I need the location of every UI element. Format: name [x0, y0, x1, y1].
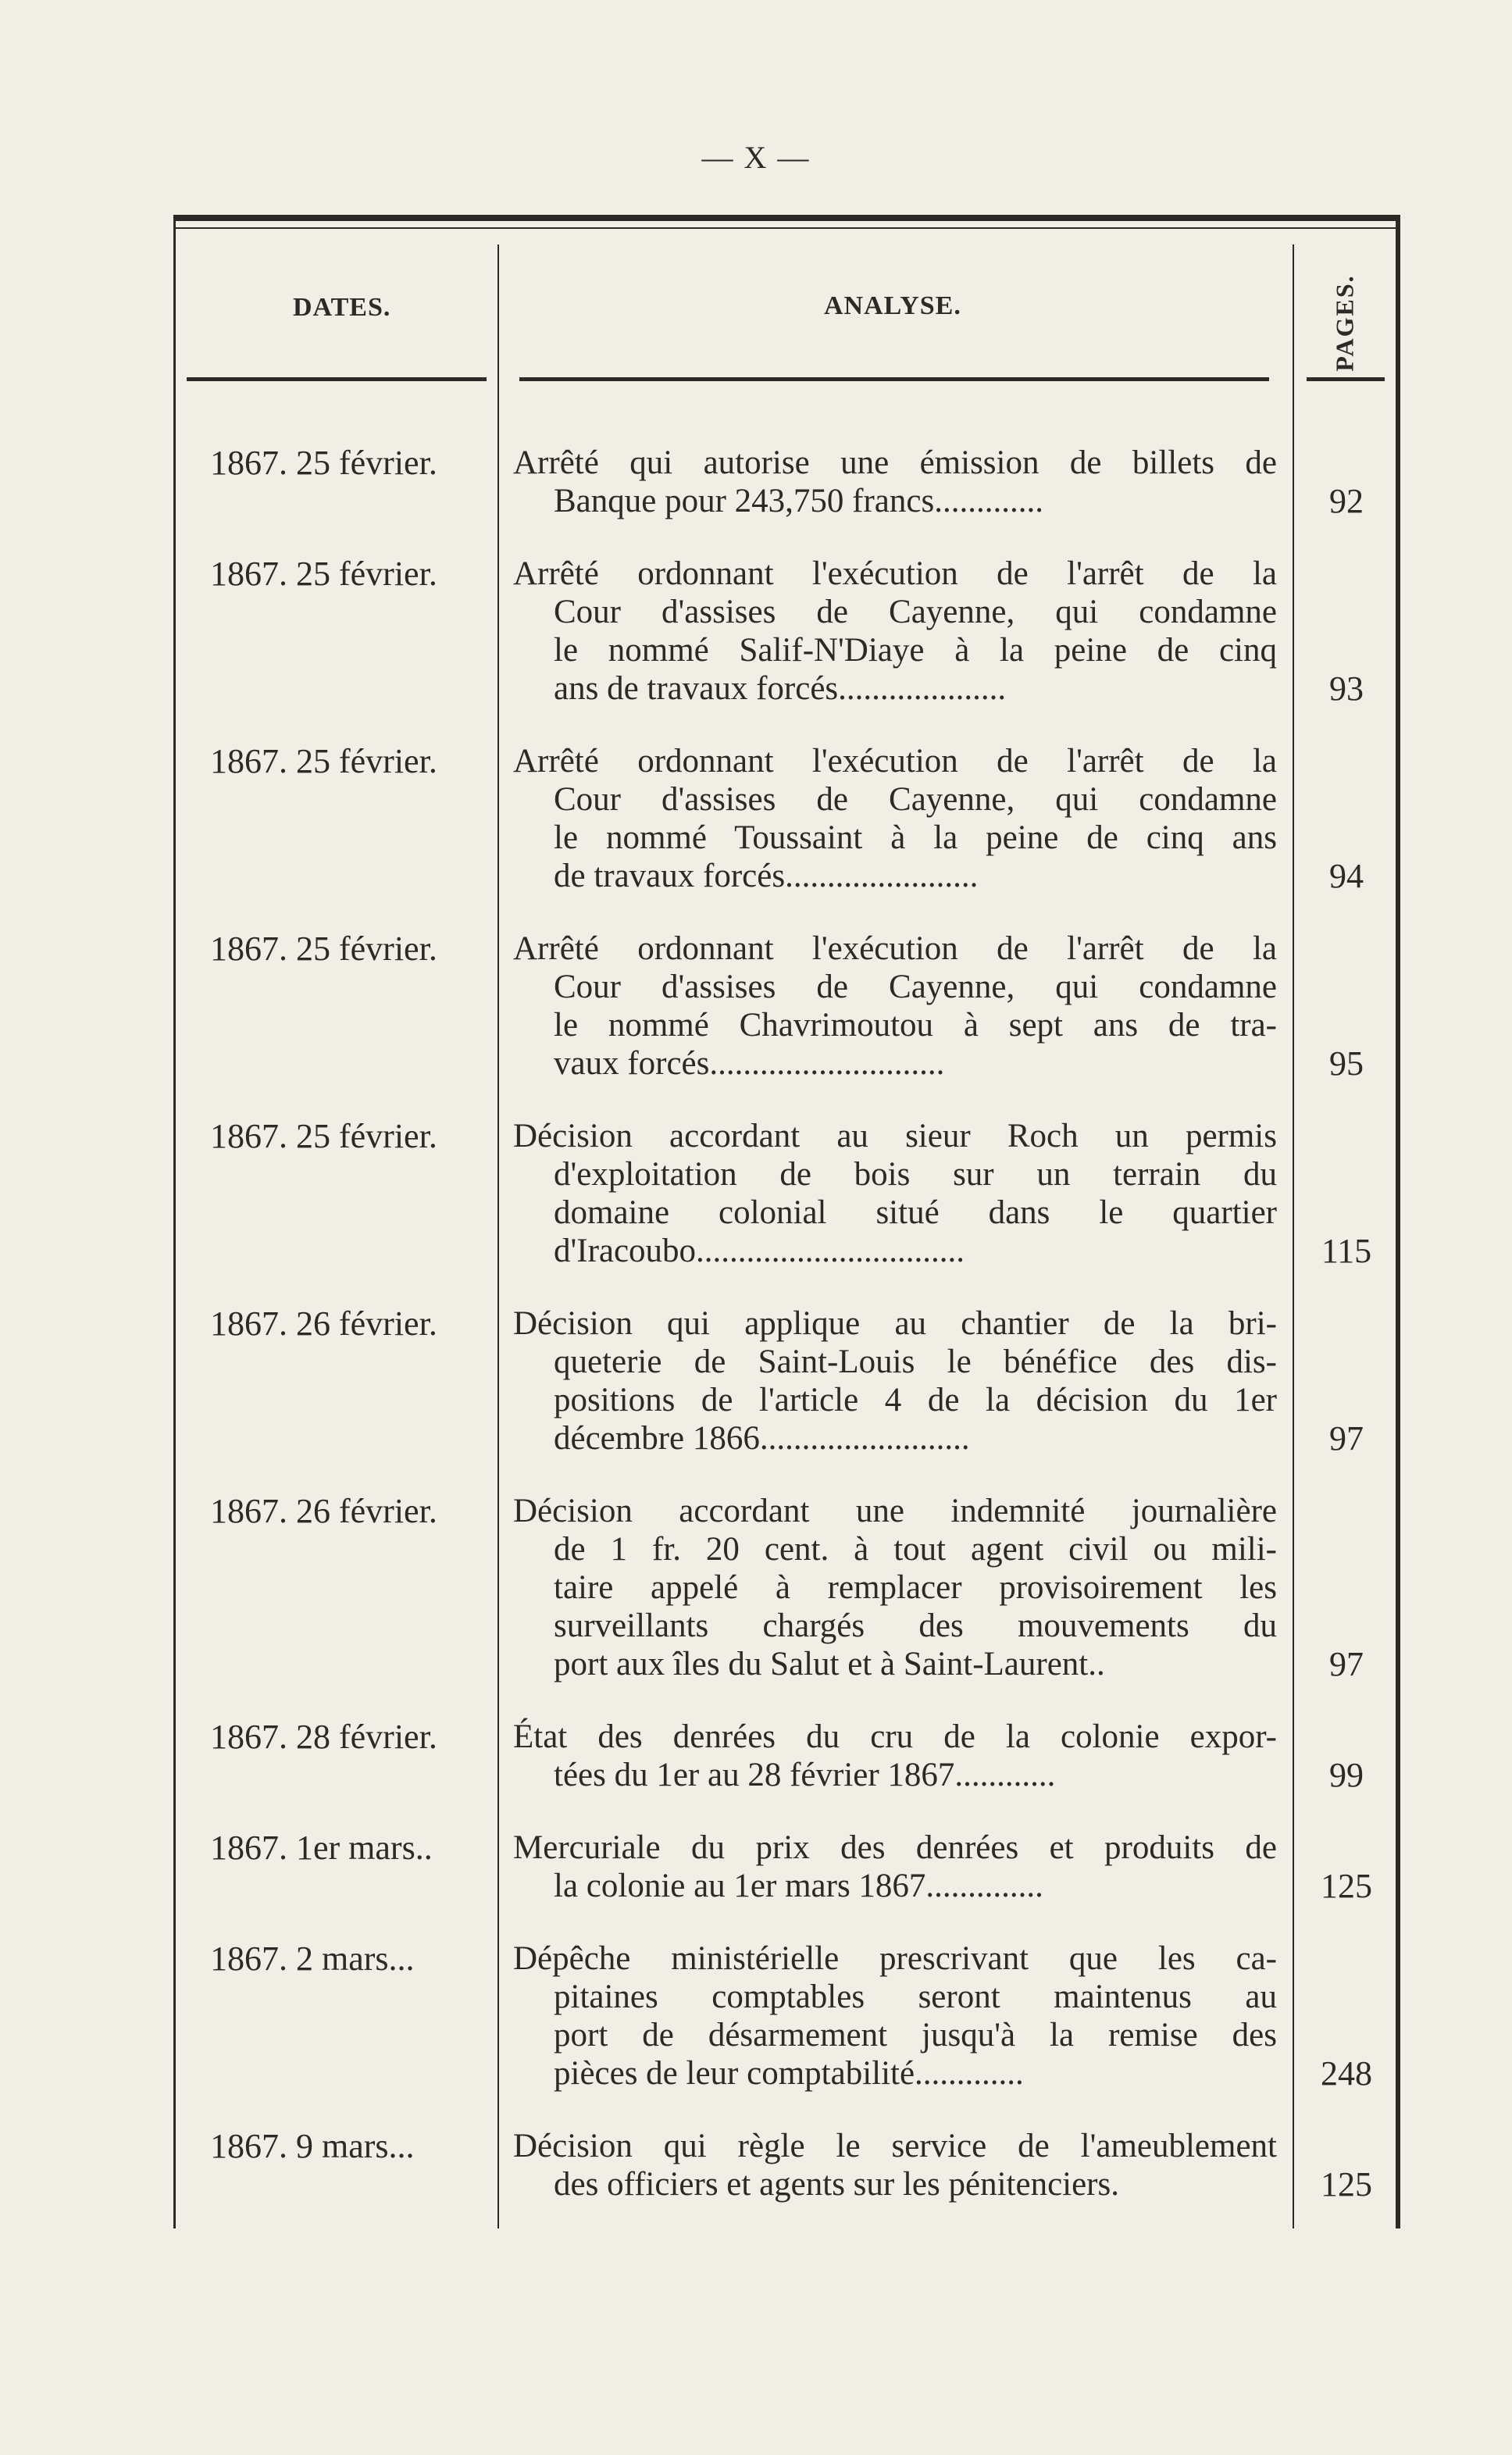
analysis-line: pitaines comptables seront maintenus au [554, 1979, 1277, 2015]
entries-list [176, 444, 1396, 2203]
header-rule-analyse [519, 377, 1269, 381]
entry-analysis [501, 444, 1283, 520]
entry-analysis [501, 742, 1283, 895]
entry-page: 248 [1321, 2054, 1372, 2093]
table-row [176, 1492, 1396, 1683]
analysis-line: taire appelé à remplacer provisoirement les [554, 1569, 1277, 1606]
entry-date: 1867. 26 février. [210, 1304, 437, 1343]
analysis-line: Décision accordant une indemnité journalière [513, 1493, 1277, 1529]
entry-analysis [501, 2127, 1283, 2203]
analysis-line: des officiers et agents sur les pénitenciers. [554, 2166, 1119, 2203]
entry-page: 94 [1329, 857, 1364, 895]
table-row [176, 2127, 1396, 2203]
analysis-line: Décision accordant au sieur Roch un permis [513, 1118, 1277, 1154]
table-top-rule [176, 227, 1396, 229]
page-number: — X — [701, 140, 811, 175]
entry-date: 1867. 25 février. [210, 742, 437, 780]
analysis-line: Arrêté ordonnant l'exécution de l'arrêt de la [513, 555, 1277, 592]
analysis-line: positions de l'article 4 de la décision du 1er [554, 1382, 1277, 1418]
entry-page: 125 [1321, 1867, 1372, 1905]
entry-date: 1867. 1er mars.. [210, 1829, 433, 1867]
analysis-line: d'exploitation de bois sur un terrain du [554, 1156, 1277, 1193]
entry-date: 1867. 25 février. [210, 930, 437, 968]
header-analyse: ANALYSE. [824, 291, 961, 320]
analysis-line: port de désarmement jusqu'à la remise des [554, 2017, 1277, 2054]
analysis-line: port aux îles du Salut et à Saint-Laurent.. [554, 1646, 1105, 1682]
table-row [176, 1829, 1396, 1905]
table-row [176, 1304, 1396, 1458]
analysis-line: surveillants chargés des mouvements du [554, 1608, 1277, 1644]
analysis-line: la colonie au 1er mars 1867.............. [554, 1868, 1043, 1904]
header-dates: DATES. [293, 293, 391, 322]
entry-date: 1867. 25 février. [210, 1117, 437, 1155]
index-table [173, 215, 1400, 2228]
table-row [176, 1117, 1396, 1270]
entry-date: 1867. 2 mars... [210, 1939, 415, 1978]
analysis-line: domaine colonial situé dans le quartier [554, 1194, 1277, 1231]
entry-page: 92 [1329, 482, 1364, 520]
entry-analysis [501, 1304, 1283, 1458]
analysis-line: Arrêté ordonnant l'exécution de l'arrêt de la [513, 743, 1277, 780]
table-row [176, 555, 1396, 708]
entry-analysis [501, 930, 1283, 1083]
entry-date: 1867. 28 février. [210, 1718, 437, 1756]
header-rule-pages [1307, 377, 1385, 381]
entry-page: 115 [1321, 1232, 1372, 1270]
entry-analysis [501, 555, 1283, 708]
analysis-line: Décision qui règle le service de l'ameublement [513, 2128, 1277, 2164]
entry-analysis [501, 1117, 1283, 1270]
entry-analysis [501, 1939, 1283, 2093]
analysis-line: Arrêté qui autorise une émission de billets de [513, 444, 1277, 481]
entry-analysis [501, 1829, 1283, 1905]
entry-page: 99 [1329, 1756, 1364, 1794]
analysis-line: tées du 1er au 28 février 1867............ [554, 1757, 1056, 1793]
analysis-line: Mercuriale du prix des denrées et produits de [513, 1829, 1277, 1866]
analysis-line: Banque pour 243,750 francs............. [554, 483, 1043, 519]
analysis-line: décembre 1866......................... [554, 1420, 970, 1457]
entry-page: 95 [1329, 1044, 1364, 1083]
entry-date: 1867. 26 février. [210, 1492, 437, 1530]
analysis-line: ans de travaux forcés.................... [554, 670, 1007, 707]
header-rule-dates [187, 377, 487, 381]
analysis-line: Cour d'assises de Cayenne, qui condamne [554, 781, 1277, 818]
entry-analysis [501, 1492, 1283, 1683]
table-row [176, 930, 1396, 1083]
analysis-line: queterie de Saint-Louis le bénéfice des dis- [554, 1343, 1277, 1380]
analysis-line: le nommé Salif-N'Diaye à la peine de cinq [554, 632, 1277, 669]
entry-page: 125 [1321, 2165, 1372, 2203]
analysis-line: Cour d'assises de Cayenne, qui condamne [554, 594, 1277, 630]
header-pages: PAGES. [1331, 273, 1359, 372]
analysis-line: le nommé Toussaint à la peine de cinq ans [554, 819, 1277, 856]
analysis-line: le nommé Chavrimoutou à sept ans de tra- [554, 1007, 1277, 1044]
entry-date: 1867. 9 mars... [210, 2127, 415, 2165]
analysis-line: pièces de leur comptabilité............. [554, 2055, 1024, 2092]
analysis-line: Décision qui applique au chantier de la bri- [513, 1305, 1277, 1342]
analysis-line: Arrêté ordonnant l'exécution de l'arrêt de la [513, 930, 1277, 967]
analysis-line: de travaux forcés....................... [554, 858, 979, 894]
entry-date: 1867. 25 février. [210, 555, 437, 593]
table-row [176, 1939, 1396, 2093]
analysis-line: vaux forcés............................ [554, 1045, 945, 1082]
entry-page: 97 [1329, 1645, 1364, 1683]
analysis-line: d'Iracoubo................................ [554, 1233, 965, 1269]
analysis-line: Dépêche ministérielle prescrivant que les ca- [513, 1940, 1277, 1977]
analysis-line: de 1 fr. 20 cent. à tout agent civil ou mili- [554, 1531, 1277, 1568]
analysis-line: Cour d'assises de Cayenne, qui condamne [554, 969, 1277, 1005]
analysis-line: État des denrées du cru de la colonie expor- [513, 1718, 1277, 1755]
table-row [176, 1718, 1396, 1794]
table-row [176, 444, 1396, 520]
entry-date: 1867. 25 février. [210, 444, 437, 482]
table-row [176, 742, 1396, 895]
entry-page: 97 [1329, 1419, 1364, 1458]
entry-page: 93 [1329, 669, 1364, 708]
entry-analysis [501, 1718, 1283, 1794]
